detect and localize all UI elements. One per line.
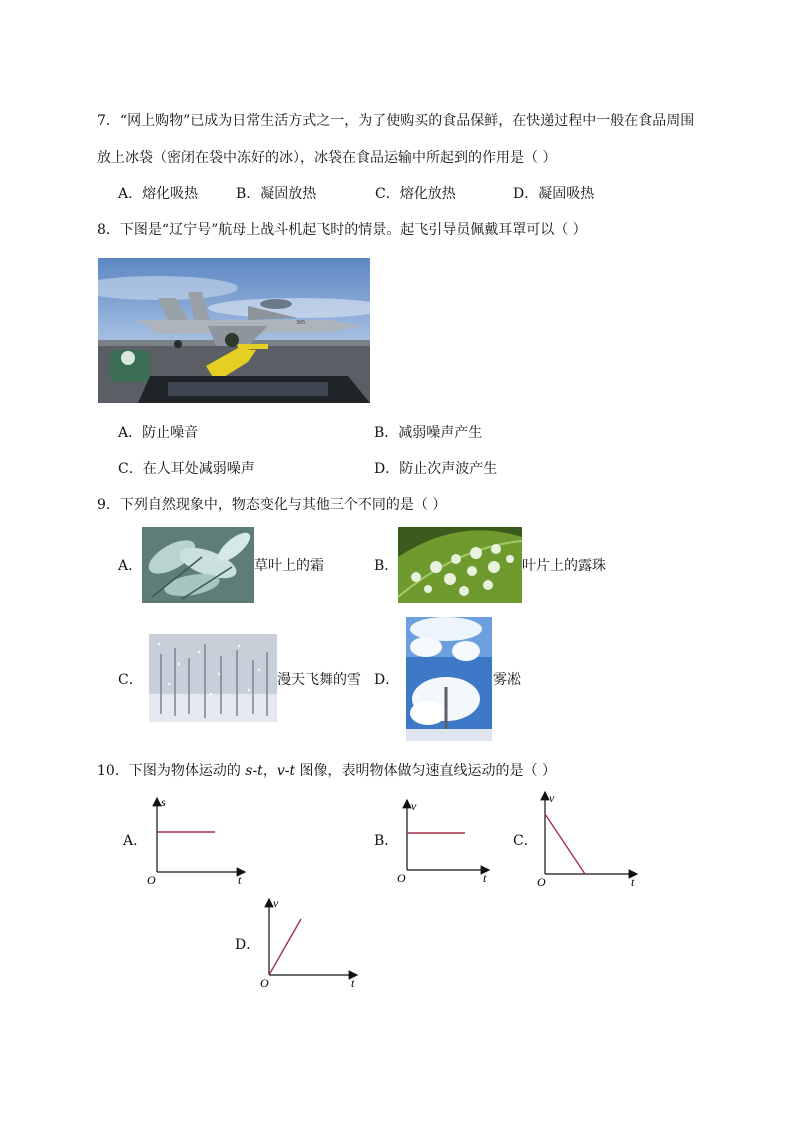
q9-option-b-caption: 叶片上的露珠 [522,558,606,574]
q10-graph-b-y-label: v [411,799,417,813]
q10-graph-d-x-label: t [351,976,355,990]
q9-snow-photo [149,634,277,722]
q10-graph-a-letter: A． [123,833,148,849]
q10-stem-st: s-t [245,763,263,779]
q9-rime-photo [406,617,492,741]
q7-option-a: A．熔化吸热 [118,186,199,202]
q10-graph-c [533,786,643,888]
q7-stem-line2: 放上冰袋（密闭在袋中冻好的冰），冰袋在食品运输中所起到的作用是（ ） [97,150,557,166]
q10-graph-d [257,895,367,991]
q9-stem: 9．下列自然现象中，物态变化与其他三个不同的是（ ） [97,497,447,513]
q8-option-a: A．防止噪音 [118,425,199,441]
q9-option-d-caption: 雾凇 [493,672,521,688]
q10-graph-b-origin: O [397,871,406,885]
q10-graph-c-x-label: t [631,875,635,888]
q10-graph-c-y-label: v [549,791,555,805]
q8-option-d: D．防止次声波产生 [374,461,498,477]
q10-graph-d-origin: O [260,976,269,990]
q10-graph-d-y-label: v [273,896,279,910]
q8-option-c: C．在人耳处减弱噪声 [118,461,255,477]
q10-stem-comma: ， [262,763,277,779]
q7-option-c: C．熔化放热 [375,186,456,202]
q10-graph-b-x-label: t [483,871,487,885]
q10-stem-prefix: 10．下图为物体运动的 [97,763,246,779]
q10-graph-d-line [269,919,301,975]
q10-stem-suffix: 图像，表明物体做匀速直线运动的是（ ） [295,763,556,779]
q8-option-b: B．减弱噪声产生 [374,425,483,441]
q10-graph-a-x-label: t [238,873,242,886]
q10-stem [97,762,556,780]
q9-frost-photo [142,527,254,603]
q9-option-d-letter: D． [374,672,400,688]
q7-option-b: B．凝固放热 [236,186,317,202]
q9-option-c-caption: 漫天飞舞的雪 [277,672,361,688]
q9-option-b-letter: B． [374,558,399,574]
q9-option-a-letter: A． [118,558,143,574]
q8-stem: 8．下图是“辽宁号”航母上战斗机起飞时的情景。起飞引导员佩戴耳罩可以（ ） [97,222,587,238]
q10-stem-vt: v-t [276,763,296,779]
jet-number: 305 [296,320,305,326]
q10-graph-c-origin: O [537,875,546,888]
q10-graph-b [395,794,495,886]
q10-graph-a [145,794,255,886]
q7-option-d: D．凝固吸热 [513,186,595,202]
q9-option-c-letter: C． [118,672,143,688]
q8-carrier-jet-photo [98,258,370,403]
q7-stem-line1: 7．“网上购物”已成为日常生活方式之一，为了使购买的食品保鲜，在快递过程中一般在食品周围 [97,113,695,129]
q9-option-a-caption: 草叶上的霜 [254,558,324,574]
q10-graph-a-y-label: s [161,795,166,809]
q10-graph-c-letter: C． [513,833,538,849]
q10-graph-a-origin: O [147,873,156,886]
q10-graph-d-letter: D． [235,937,261,953]
q9-dewdrop-leaf-photo [398,527,522,603]
q10-graph-c-line [545,814,585,874]
q10-graph-b-letter: B． [374,833,399,849]
